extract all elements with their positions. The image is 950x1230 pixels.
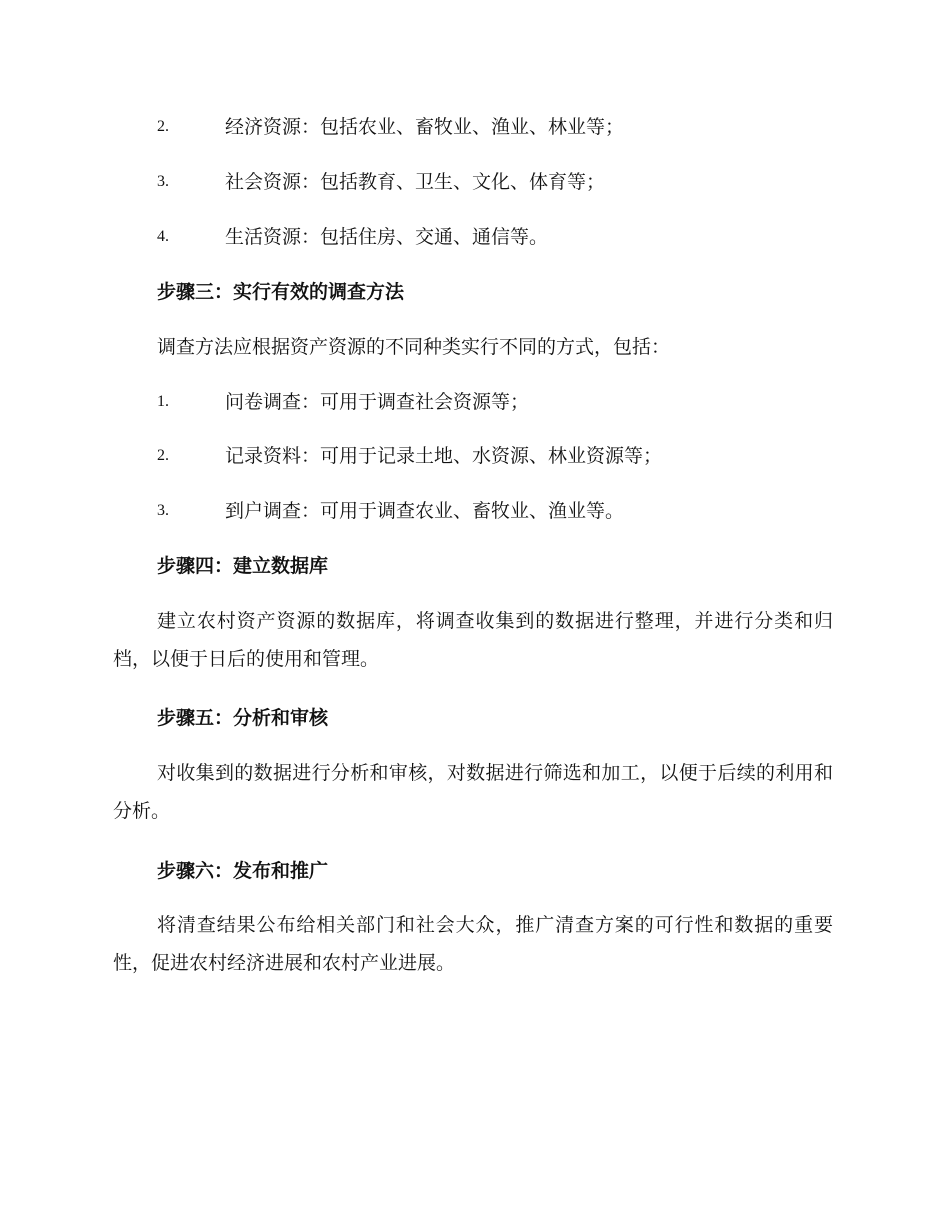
list-text: 社会资源：包括教育、卫生、文化、体育等； (225, 171, 606, 193)
list-text: 经济资源：包括农业、畜牧业、渔业、林业等； (225, 116, 625, 138)
list-number: 1. (157, 393, 169, 410)
paragraph: 调查方法应根据资产资源的不同种类实行不同的方式，包括： (157, 336, 671, 358)
paragraph: 将清查结果公布给相关部门和社会大众，推广清查方案的可行性和数据的重要性，促进农村经济进展和农村产业进展。 (113, 914, 833, 974)
list-item (157, 496, 624, 526)
paragraph: 对收集到的数据进行分析和审核，对数据进行筛选和加工，以便于后续的利用和分析。 (113, 762, 833, 822)
list-text: 问卷调查：可用于调查社会资源等； (225, 391, 530, 413)
list-text: 生活资源：包括住房、交通、通信等。 (225, 226, 549, 248)
list-text: 到户调查：可用于调查农业、畜牧业、渔业等。 (225, 500, 625, 522)
list-item (157, 112, 624, 142)
list-number: 3. (157, 502, 169, 519)
list-number: 4. (157, 228, 169, 245)
paragraph: 建立农村资产资源的数据库，将调查收集到的数据进行整理，并进行分类和归档，以便于日后的使用和管理。 (113, 610, 833, 670)
list-number: 3. (157, 173, 169, 190)
list-item (157, 441, 662, 471)
list-number: 2. (157, 447, 169, 464)
list-item (157, 167, 605, 197)
section-heading: 步骤三：实行有效的调查方法 (157, 281, 405, 303)
list-number: 2. (157, 118, 169, 135)
section-heading: 步骤四：建立数据库 (157, 555, 329, 577)
list-item (157, 387, 529, 417)
section-heading: 步骤六：发布和推广 (157, 860, 329, 882)
list-text: 记录资料：可用于记录土地、水资源、林业资源等； (225, 445, 663, 467)
list-item (157, 222, 548, 252)
section-heading: 步骤五：分析和审核 (157, 707, 329, 729)
